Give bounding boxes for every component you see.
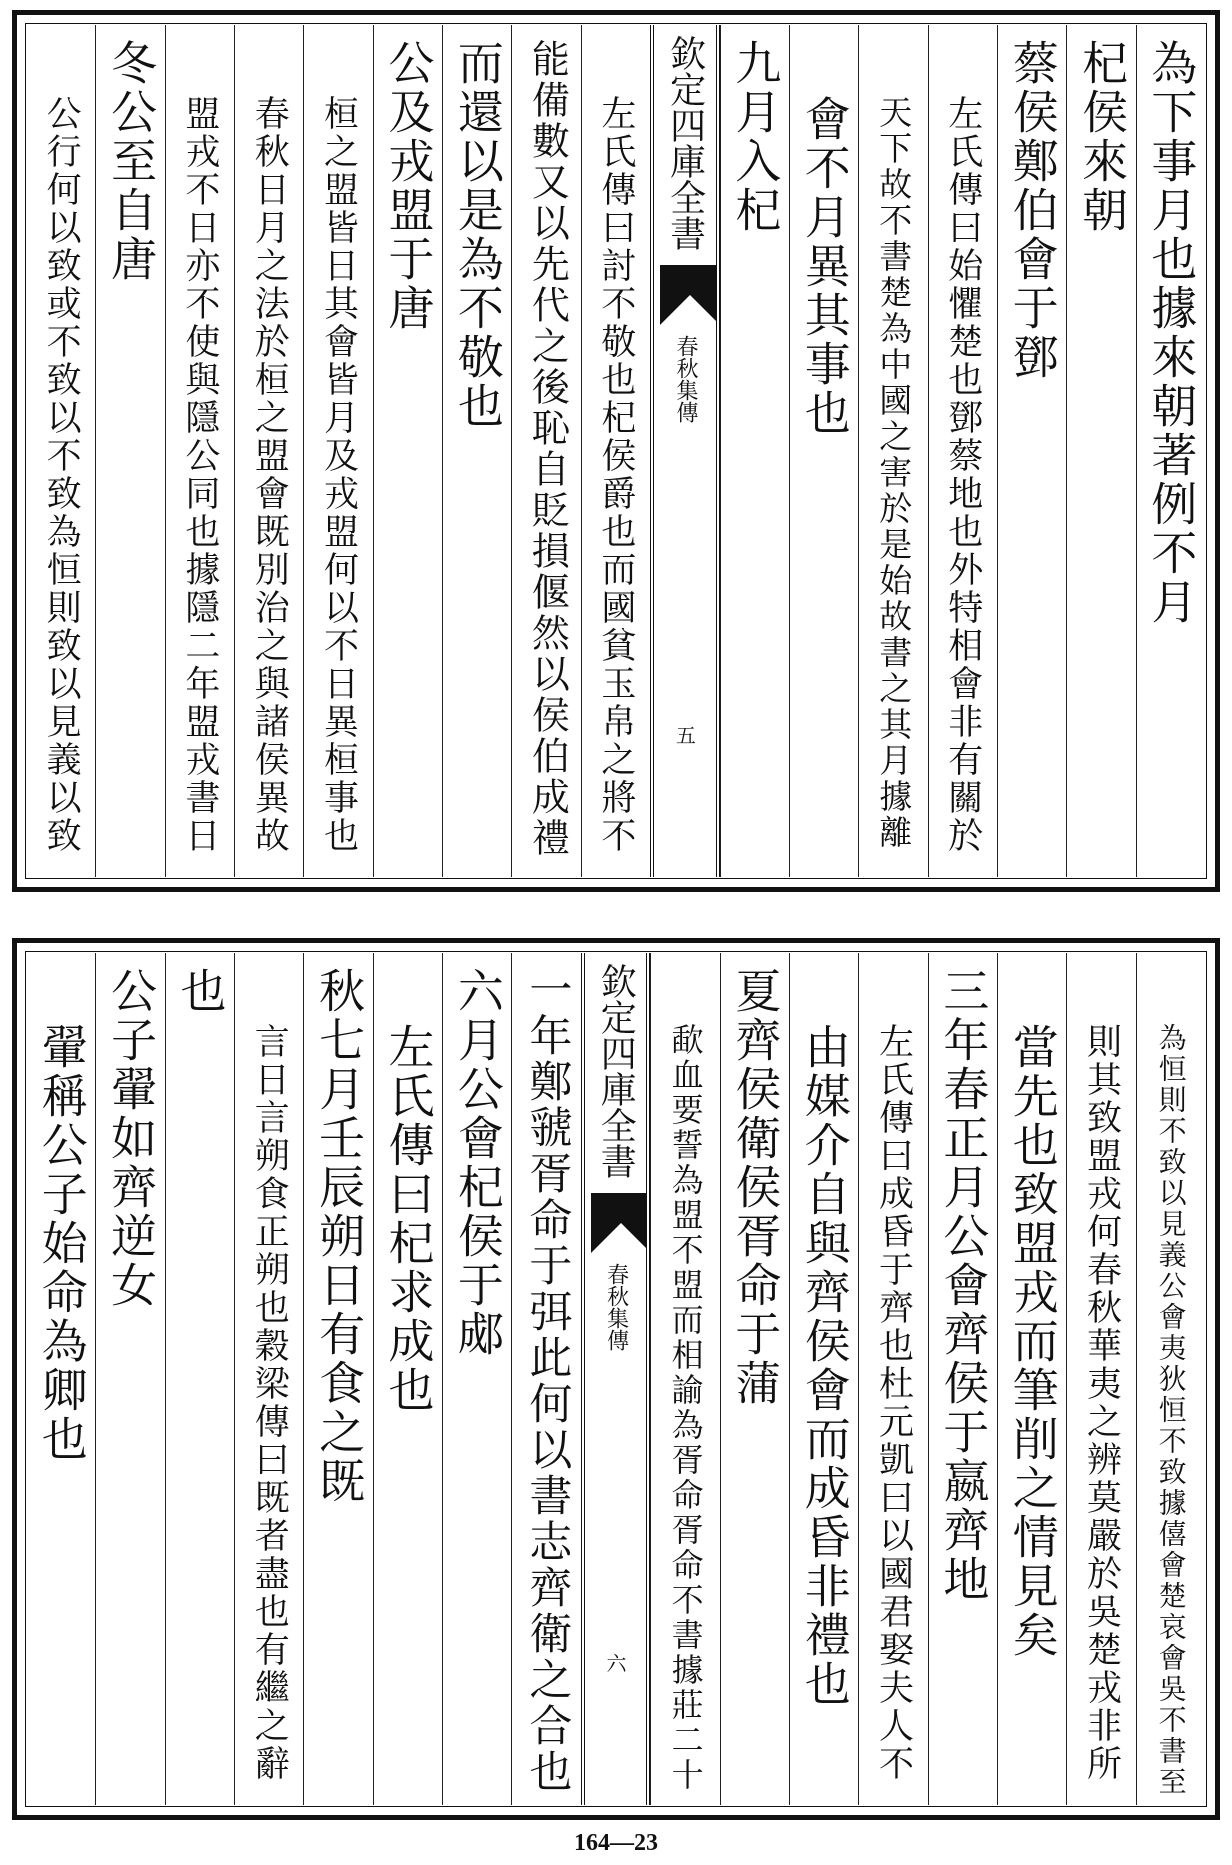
text-column: 也 [165,953,234,1805]
text-column: 桓之盟皆日其會皆月及戎盟何以不日異桓事也 [303,25,372,877]
text-column: 三年春正月公會齊侯于嬴齊地 [928,953,997,1805]
top-columns [27,25,1205,877]
text-column: 九月入杞 [720,25,789,877]
book-title: 春秋集傳 [603,1263,629,1351]
bottom-columns [27,953,1205,1805]
text-column: 公行何以致或不致以不致為恒則致以見義以致 [41,95,82,855]
text-column: 歃血要誓為盟不盟而相諭為胥命胥命不書據莊二十 [650,953,719,1805]
text-column: 當先也致盟戎而筆削之情見矣 [997,953,1066,1805]
text-column: 夏齊侯衛侯胥命于蒲 [720,953,789,1805]
book-title: 春秋集傳 [672,335,698,423]
text-column: 杞侯來朝 [1066,25,1135,877]
text-column: 左氏傳曰杞求成也 [373,953,442,1805]
collection-title: 欽定四庫全書 [664,35,706,251]
text-column: 為下事月也據來朝著例不月 [1136,25,1205,877]
text-column: 由媒介自與齊侯會而成昏非禮也 [789,953,858,1805]
text-column: 蔡侯鄭伯會于鄧 [997,25,1066,877]
text-column: 六月公會杞侯于郕 [442,953,511,1805]
text-column: 左氏傳曰始懼楚也鄧蔡地也外特相會非有關於 [928,25,997,877]
bottom-page [12,938,1220,1820]
fish-tail-ornament [660,265,720,325]
text-column: 盟戎不日亦不使與隱公同也據隱二年盟戎書日 [165,25,234,877]
leaf-number: 六 [603,1653,627,1673]
text-column: 而還以是為不敬也 [442,25,511,877]
fish-tail-ornament [591,1193,651,1253]
text-column: 左氏傳曰討不敬也杞侯爵也而國貧玉帛之將不 [581,25,650,877]
text-column: 左氏傳曰成昏于齊也杜元凱曰以國君娶夫人不 [858,953,927,1805]
page-reference: 164—23 [574,1830,658,1856]
text-column: 言日言朔食正朔也穀梁傳曰既者盡也有繼之辭 [234,953,303,1805]
center-margin [581,953,651,1805]
text-column: 冬公至自唐 [95,25,164,877]
text-column: 則其致盟戎何春秋華夷之辨莫嚴於吳楚戎非所 [1066,953,1135,1805]
text-column: 翬稱公子始命為卿也 [34,1023,89,1464]
collection-title: 欽定四庫全書 [595,963,637,1179]
text-column: 天下故不書楚為中國之害於是始故書之其月據離 [858,25,927,877]
text-column: 能備數又以先代之後恥自貶損偃然以侯伯成禮 [511,25,580,877]
top-page [12,10,1220,892]
center-margin [650,25,720,877]
text-column: 公子翬如齊逆女 [95,953,164,1805]
text-column: 公及戎盟于唐 [373,25,442,877]
leaf-number: 五 [672,725,697,745]
text-column: 會不月異其事也 [789,25,858,877]
text-column: 秋七月壬辰朔日有食之既 [303,953,372,1805]
text-column: 春秋日月之法於桓之盟會既別治之與諸侯異故 [234,25,303,877]
text-column: 一年鄭虢胥命于弭此何以書志齊衛之合也 [511,953,580,1805]
text-column: 為恒則不致以見義公會夷狄恒不致據僖會楚哀會吳不書至 [1136,953,1205,1805]
